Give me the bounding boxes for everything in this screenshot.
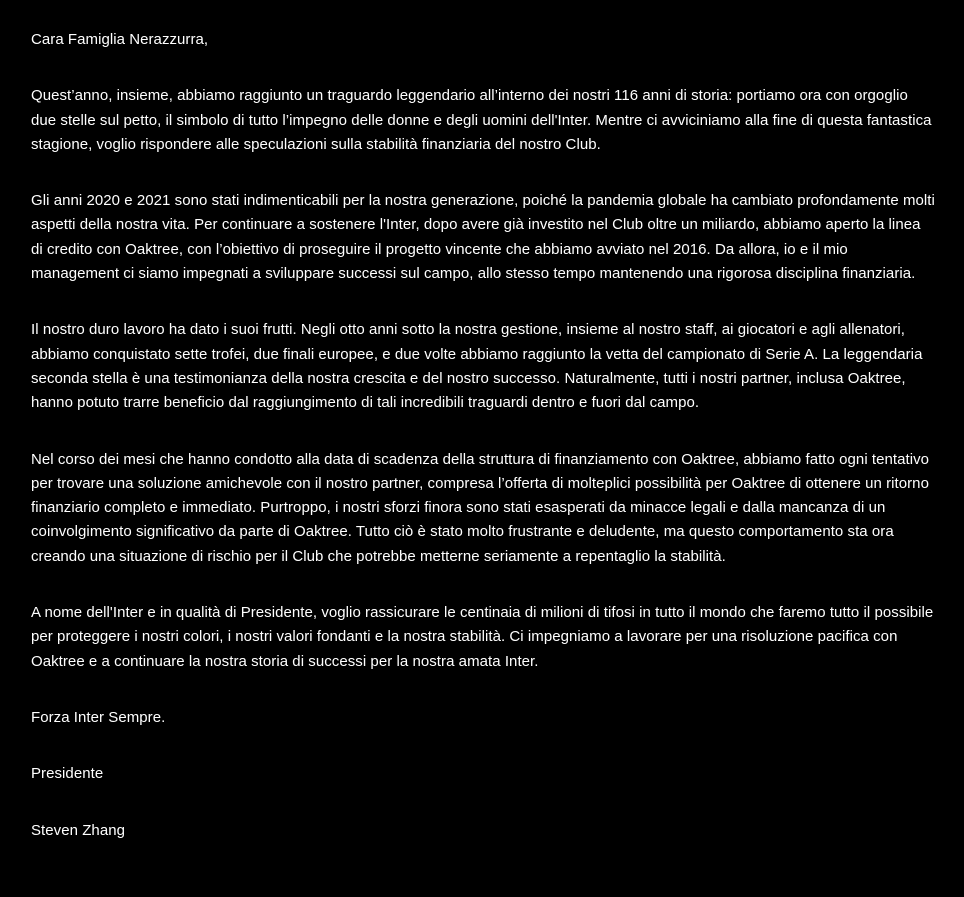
- paragraph-2: Gli anni 2020 e 2021 sono stati indimenticabili per la nostra generazione, poiché la pandemia globale ha cambiato profondamente molti aspetti della nostra vita. Per continuare a sostenere l'Inter, dopo avere già investito nel Club oltre un miliardo, abbiamo aperto la linea di credito con Oaktree, con l’obiettivo di proseguire il progetto vincente che abbiamo avviato nel 2016. Da allora, io e il mio management ci siamo impegnati a sviluppare successi sul campo, allo stesso tempo mantenendo una rigorosa disciplina finanziaria.: [31, 192, 935, 283]
- signature-name: Steven Zhang: [31, 821, 125, 839]
- paragraph-4: Nel corso dei mesi che hanno condotto alla data di scadenza della struttura di finanziamento con Oaktree, abbiamo fatto ogni tentativo per trovare una soluzione amichevole con il nostro partner, compresa l’offerta di molteplici possibilità per Oaktree di ottenere un ritorno finanziario completo e immediato. Purtroppo, i nostri sforzi finora sono stati esasperati da minacce legali e dalla mancanza di un coinvolgimento significativo da parte di Oaktree. Tutto ciò è stato molto frustrante e deludente, ma questo comportamento sta ora creando una situazione di rischio per il Club che potrebbe metterne seriamente a repentaglio la stabilità.: [31, 450, 930, 565]
- closing: Forza Inter Sempre.: [31, 708, 166, 726]
- greeting: Cara Famiglia Nerazzurra,: [31, 31, 209, 48]
- letter-body: [31, 28, 936, 875]
- paragraph-5: A nome dell'Inter e in qualità di Presidente, voglio rassicurare le centinaia di milioni di tifosi in tutto il mondo che faremo tutto il possibile per proteggere i nostri colori, i nostri valori fondanti e la nostra stabilità. Ci impegniamo a lavorare per una risoluzione pacifica con Oaktree e a continuare la nostra storia di successi per la nostra amata Inter.: [31, 604, 934, 670]
- paragraph-3: Il nostro duro lavoro ha dato i suoi frutti. Negli otto anni sotto la nostra gestione, insieme al nostro staff, ai giocatori e agli allenatori, abbiamo conquistato sette trofei, due finali europee, e due volte abbiamo raggiunto la vetta del campionato di Serie A. La leggendaria seconda stella è una testimonianza della nostra crescita e del nostro successo. Naturalmente, tutti i nostri partner, inclusa Oaktree, hanno potuto trarre beneficio dal raggiungimento di tali incredibili traguardi dentro e fuori dal campo.: [31, 321, 923, 412]
- signature-title: Presidente: [31, 765, 104, 783]
- paragraph-1: Quest’anno, insieme, abbiamo raggiunto un traguardo leggendario all’interno dei nostri 116 anni di storia: portiamo ora con orgoglio due stelle sul petto, il simbolo di tutto l’impegno delle donne e degli uomini dell'Inter. Mentre ci avviciniamo alla fine di questa fantastica stagione, voglio rispondere alle speculazioni sulla stabilità finanziaria del nostro Club.: [31, 87, 932, 153]
